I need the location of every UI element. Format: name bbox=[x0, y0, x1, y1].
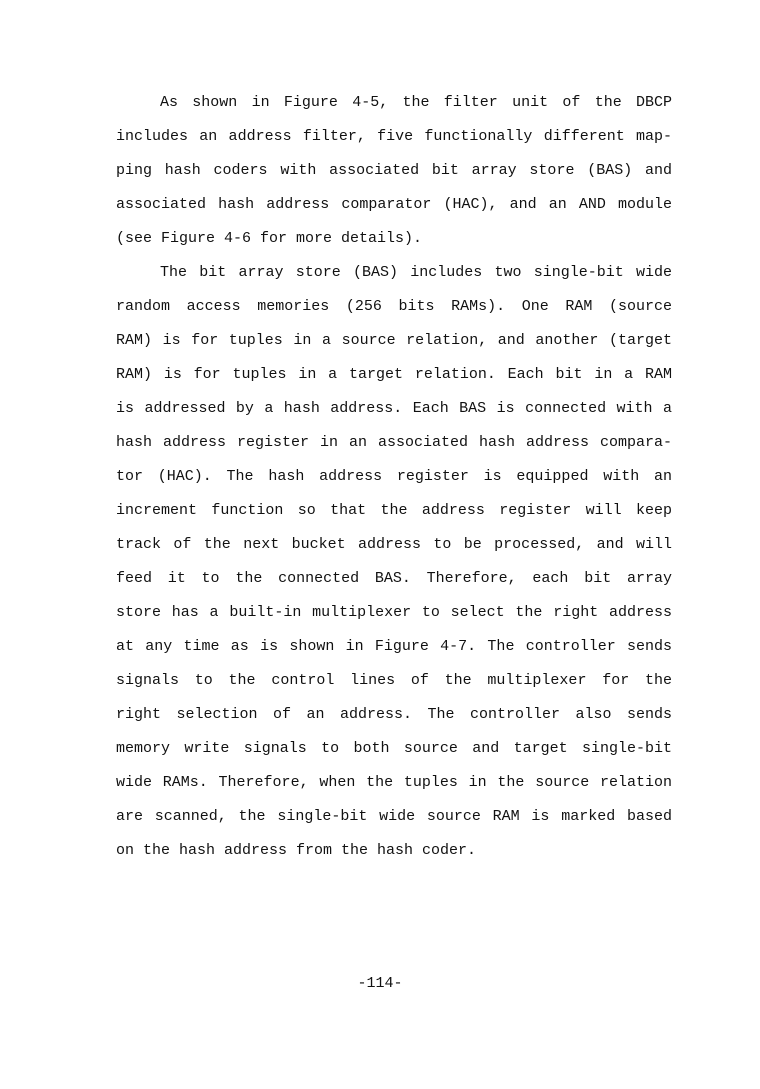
text-line: is addressed by a hash address. Each BAS is connected with a bbox=[116, 400, 672, 417]
text-line: feed it to the connected BAS. Therefore, each bit array bbox=[116, 570, 672, 587]
text-line: memory write signals to both source and target single-bit bbox=[116, 740, 672, 757]
text-line: signals to the control lines of the multiplexer for the bbox=[116, 672, 672, 689]
text-line: track of the next bucket address to be processed, and will bbox=[116, 536, 672, 553]
text-line: right selection of an address. The controller also sends bbox=[116, 706, 672, 723]
text-line: increment function so that the address register will keep bbox=[116, 502, 672, 519]
text-line: tor (HAC). The hash address register is equipped with an bbox=[116, 468, 672, 485]
text-line: on the hash address from the hash coder. bbox=[116, 842, 477, 859]
text-line: RAM) is for tuples in a source relation, and another (target bbox=[116, 332, 672, 349]
text-line: hash address register in an associated hash address compara- bbox=[116, 434, 672, 451]
text-line: (see Figure 4-6 for more details). bbox=[116, 230, 423, 247]
text-line: random access memories (256 bits RAMs). One RAM (source bbox=[116, 298, 672, 315]
text-line: includes an address filter, five functionally different map- bbox=[116, 128, 672, 145]
text-line: associated hash address comparator (HAC), and an AND module bbox=[116, 196, 672, 213]
text-line: at any time as is shown in Figure 4-7. The controller sends bbox=[116, 638, 672, 655]
text-line: The bit array store (BAS) includes two single-bit wide bbox=[160, 264, 672, 281]
text-line: ping hash coders with associated bit array store (BAS) and bbox=[116, 162, 672, 179]
text-line: are scanned, the single-bit wide source RAM is marked based bbox=[116, 808, 672, 825]
text-line: store has a built-in multiplexer to select the right address bbox=[116, 604, 672, 621]
page-number: -114- bbox=[357, 975, 403, 992]
text-line: RAM) is for tuples in a target relation. Each bit in a RAM bbox=[116, 366, 672, 383]
text-line: wide RAMs. Therefore, when the tuples in the source relation bbox=[116, 774, 672, 791]
text-line: As shown in Figure 4-5, the filter unit of the DBCP bbox=[160, 94, 672, 111]
